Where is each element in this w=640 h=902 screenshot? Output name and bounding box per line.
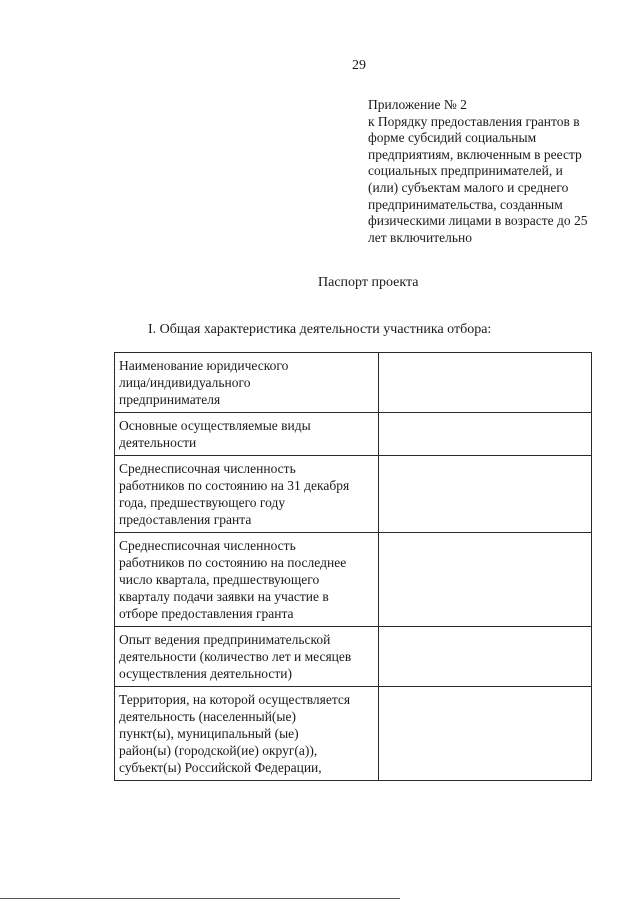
row-label-line: кварталу подачи заявки на участие в bbox=[119, 589, 329, 604]
row-label-line: Основные осуществляемые виды bbox=[119, 418, 311, 433]
appendix-line: физическими лицами в возрасте до 25 bbox=[368, 213, 588, 229]
row-label-cell bbox=[115, 353, 379, 413]
table-row bbox=[115, 533, 592, 627]
table-row bbox=[115, 627, 592, 687]
table-row bbox=[115, 456, 592, 533]
table-row bbox=[115, 413, 592, 456]
row-value-cell[interactable] bbox=[378, 456, 591, 533]
row-label-line: года, предшествующего году bbox=[119, 495, 286, 510]
row-label-line: Наименование юридического bbox=[119, 358, 289, 373]
page-number: 29 bbox=[352, 58, 366, 73]
row-value-cell[interactable] bbox=[378, 353, 591, 413]
row-label-cell bbox=[115, 687, 379, 781]
row-value-cell[interactable] bbox=[378, 687, 591, 781]
row-label-line: число квартала, предшествующего bbox=[119, 572, 320, 587]
appendix-line: Приложение № 2 bbox=[368, 97, 467, 112]
table-row bbox=[115, 687, 592, 781]
appendix-line: к Порядку предоставления грантов в bbox=[368, 113, 580, 129]
row-label-line: деятельности bbox=[119, 435, 197, 450]
row-label-cell bbox=[115, 413, 379, 456]
table-row bbox=[115, 353, 592, 413]
appendix-line: форме субсидий социальным bbox=[368, 130, 537, 146]
section-heading: I. Общая характеристика деятельности участника отбора: bbox=[148, 322, 492, 337]
row-label-line: Опыт ведения предпринимательской bbox=[119, 632, 331, 647]
row-label-line: Среднесписочная численность bbox=[119, 538, 296, 553]
row-label-line: субъект(ы) Российской Федерации, bbox=[119, 760, 322, 775]
row-label-line: деятельность (населенный(ые) bbox=[119, 709, 296, 724]
row-label-line: лица/индивидуального bbox=[119, 375, 251, 390]
row-label-line: Территория, на которой осуществляется bbox=[119, 692, 351, 707]
row-label-line: район(ы) (городской(ие) округ(а)), bbox=[119, 743, 318, 758]
appendix-line: социальных предпринимателей, и bbox=[368, 163, 563, 179]
appendix-note bbox=[368, 97, 618, 246]
row-label-line: отборе предоставления гранта bbox=[119, 606, 294, 621]
row-value-cell[interactable] bbox=[378, 533, 591, 627]
row-label-cell bbox=[115, 627, 379, 687]
row-label-line: Среднесписочная численность bbox=[119, 461, 296, 476]
row-label-line: предпринимателя bbox=[119, 392, 221, 407]
passport-table bbox=[114, 352, 592, 781]
appendix-line: предпринимательства, созданным bbox=[368, 196, 563, 212]
row-value-cell[interactable] bbox=[378, 627, 591, 687]
row-label-line: деятельности (количество лет и месяцев bbox=[119, 649, 352, 664]
appendix-line: лет включительно bbox=[368, 229, 473, 245]
row-label-line: осуществления деятельности) bbox=[119, 666, 293, 681]
document-title: Паспорт проекта bbox=[318, 275, 419, 290]
row-value-cell[interactable] bbox=[378, 413, 591, 456]
row-label-line: предоставления гранта bbox=[119, 512, 252, 527]
row-label-line: пункт(ы), муниципальный (ые) bbox=[119, 726, 299, 741]
row-label-line: работников по состоянию на 31 декабря bbox=[119, 478, 350, 493]
row-label-cell bbox=[115, 456, 379, 533]
appendix-line: (или) субъектам малого и среднего bbox=[368, 179, 569, 195]
row-label-cell bbox=[115, 533, 379, 627]
appendix-line: предприятиям, включенным в реестр bbox=[368, 146, 582, 162]
row-label-line: работников по состоянию на последнее bbox=[119, 555, 347, 570]
page-bottom-rule bbox=[0, 898, 400, 899]
